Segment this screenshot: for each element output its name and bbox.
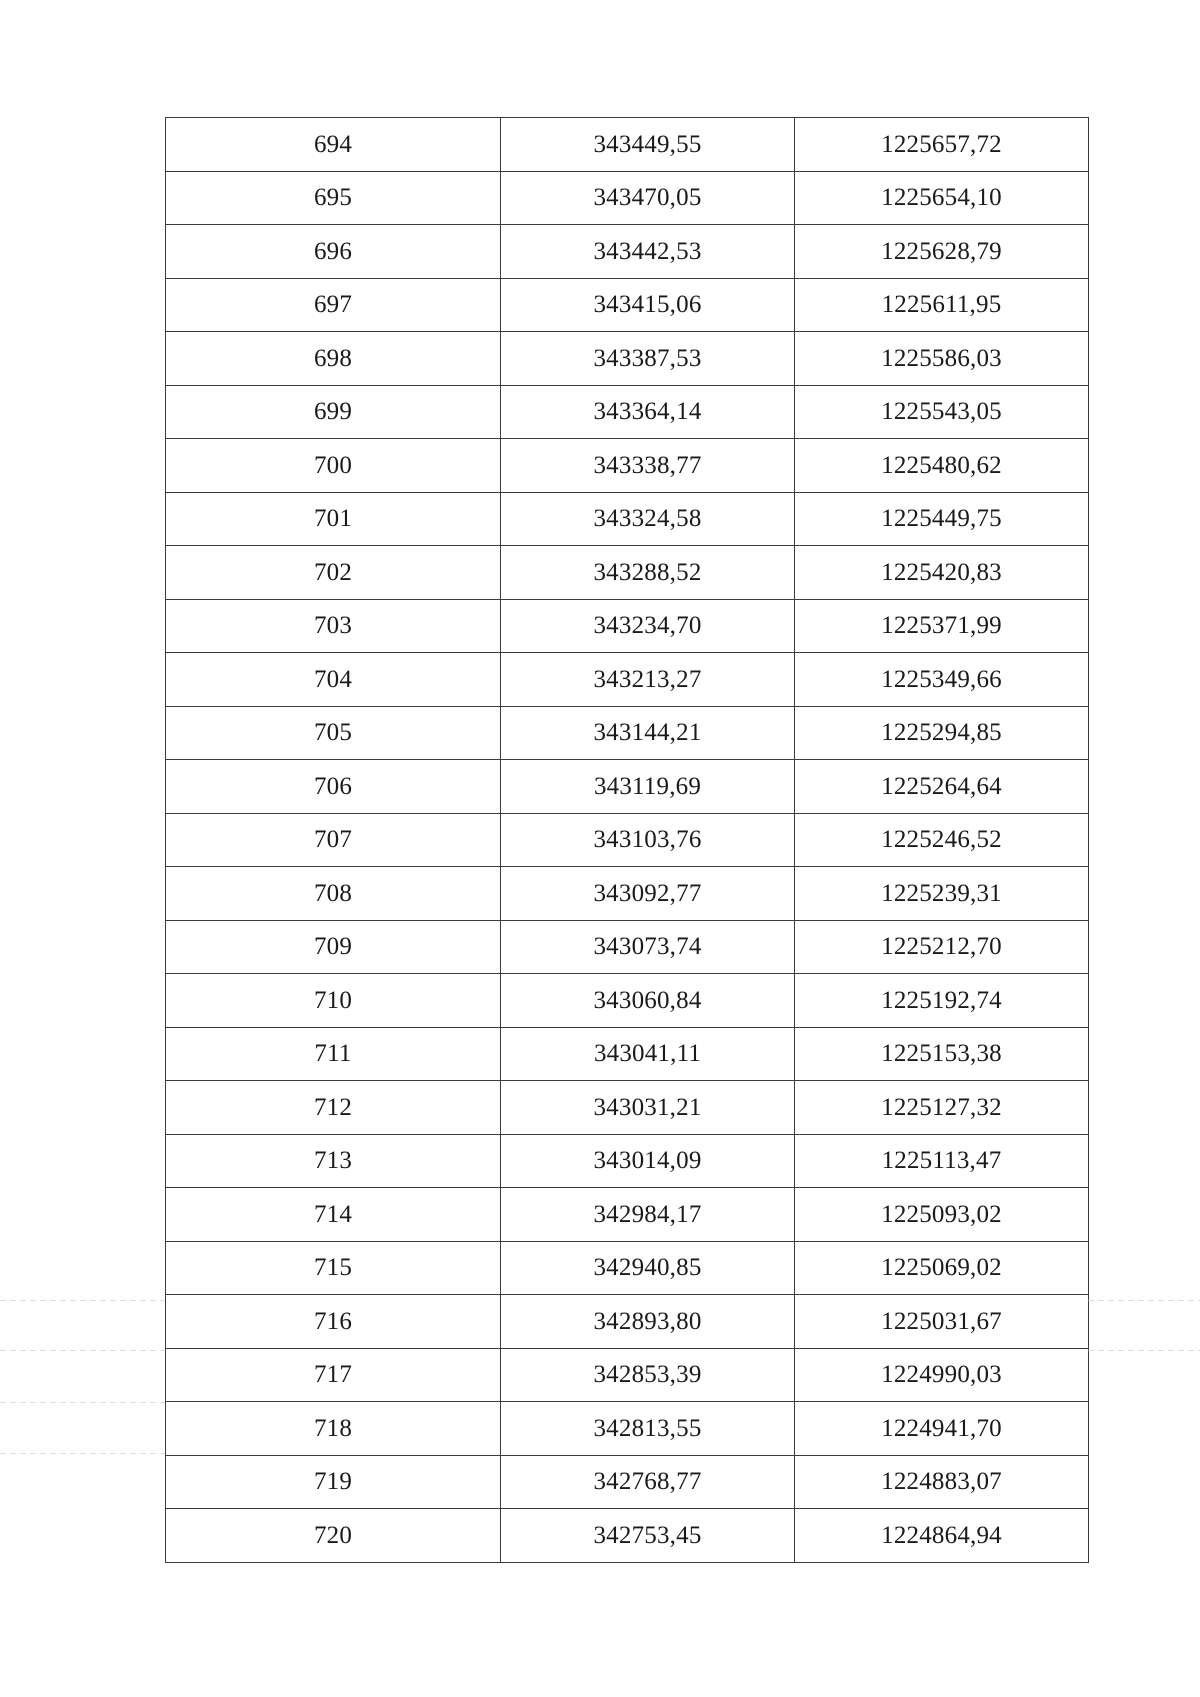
table-row xyxy=(166,867,1089,921)
x-coordinate-cell: 343092,77 xyxy=(501,867,795,921)
table-row xyxy=(166,974,1089,1028)
x-coordinate-cell: 343470,05 xyxy=(501,171,795,225)
x-coordinate-cell: 342940,85 xyxy=(501,1241,795,1295)
table-row xyxy=(166,1402,1089,1456)
x-coordinate-cell: 343073,74 xyxy=(501,920,795,974)
point-number-cell: 699 xyxy=(166,385,501,439)
point-number-cell: 705 xyxy=(166,706,501,760)
point-number-cell: 698 xyxy=(166,332,501,386)
point-number-cell: 717 xyxy=(166,1348,501,1402)
y-coordinate-cell: 1225192,74 xyxy=(795,974,1089,1028)
table-row xyxy=(166,706,1089,760)
x-coordinate-cell: 342984,17 xyxy=(501,1188,795,1242)
point-number-cell: 712 xyxy=(166,1081,501,1135)
point-number-cell: 711 xyxy=(166,1027,501,1081)
point-number-cell: 709 xyxy=(166,920,501,974)
table-row xyxy=(166,1509,1089,1563)
point-number-cell: 716 xyxy=(166,1295,501,1349)
table-row xyxy=(166,332,1089,386)
y-coordinate-cell: 1225611,95 xyxy=(795,278,1089,332)
x-coordinate-cell: 343103,76 xyxy=(501,813,795,867)
x-coordinate-cell: 343213,27 xyxy=(501,653,795,707)
point-number-cell: 714 xyxy=(166,1188,501,1242)
point-number-cell: 710 xyxy=(166,974,501,1028)
scan-bleed-line xyxy=(0,1350,165,1351)
y-coordinate-cell: 1225246,52 xyxy=(795,813,1089,867)
point-number-cell: 706 xyxy=(166,760,501,814)
y-coordinate-cell: 1225480,62 xyxy=(795,439,1089,493)
y-coordinate-cell: 1225654,10 xyxy=(795,171,1089,225)
x-coordinate-cell: 343060,84 xyxy=(501,974,795,1028)
point-number-cell: 713 xyxy=(166,1134,501,1188)
y-coordinate-cell: 1225264,64 xyxy=(795,760,1089,814)
table-row xyxy=(166,439,1089,493)
scan-bleed-line xyxy=(0,1300,165,1301)
point-number-cell: 700 xyxy=(166,439,501,493)
y-coordinate-cell: 1225069,02 xyxy=(795,1241,1089,1295)
point-number-cell: 719 xyxy=(166,1455,501,1509)
point-number-cell: 707 xyxy=(166,813,501,867)
table-row xyxy=(166,385,1089,439)
x-coordinate-cell: 343415,06 xyxy=(501,278,795,332)
x-coordinate-cell: 342893,80 xyxy=(501,1295,795,1349)
x-coordinate-cell: 342753,45 xyxy=(501,1509,795,1563)
y-coordinate-cell: 1225371,99 xyxy=(795,599,1089,653)
table-row xyxy=(166,492,1089,546)
y-coordinate-cell: 1225657,72 xyxy=(795,118,1089,172)
y-coordinate-cell: 1225239,31 xyxy=(795,867,1089,921)
table-row xyxy=(166,760,1089,814)
point-number-cell: 708 xyxy=(166,867,501,921)
table-row xyxy=(166,920,1089,974)
table-row xyxy=(166,1241,1089,1295)
table-row xyxy=(166,1134,1089,1188)
x-coordinate-cell: 342768,77 xyxy=(501,1455,795,1509)
y-coordinate-cell: 1225543,05 xyxy=(795,385,1089,439)
y-coordinate-cell: 1225628,79 xyxy=(795,225,1089,279)
table-row xyxy=(166,1188,1089,1242)
x-coordinate-cell: 343324,58 xyxy=(501,492,795,546)
y-coordinate-cell: 1225449,75 xyxy=(795,492,1089,546)
table-row xyxy=(166,546,1089,600)
table-row xyxy=(166,278,1089,332)
x-coordinate-cell: 343144,21 xyxy=(501,706,795,760)
y-coordinate-cell: 1225113,47 xyxy=(795,1134,1089,1188)
point-number-cell: 720 xyxy=(166,1509,501,1563)
point-number-cell: 695 xyxy=(166,171,501,225)
point-number-cell: 697 xyxy=(166,278,501,332)
point-number-cell: 694 xyxy=(166,118,501,172)
y-coordinate-cell: 1225127,32 xyxy=(795,1081,1089,1135)
point-number-cell: 701 xyxy=(166,492,501,546)
scan-bleed-line xyxy=(0,1402,165,1403)
y-coordinate-cell: 1225153,38 xyxy=(795,1027,1089,1081)
scan-bleed-line xyxy=(1088,1300,1200,1301)
y-coordinate-cell: 1225212,70 xyxy=(795,920,1089,974)
x-coordinate-cell: 343288,52 xyxy=(501,546,795,600)
table-row xyxy=(166,1027,1089,1081)
x-coordinate-cell: 343234,70 xyxy=(501,599,795,653)
x-coordinate-cell: 343031,21 xyxy=(501,1081,795,1135)
table-row xyxy=(166,813,1089,867)
x-coordinate-cell: 343041,11 xyxy=(501,1027,795,1081)
y-coordinate-cell: 1224864,94 xyxy=(795,1509,1089,1563)
x-coordinate-cell: 343338,77 xyxy=(501,439,795,493)
y-coordinate-cell: 1225586,03 xyxy=(795,332,1089,386)
point-number-cell: 715 xyxy=(166,1241,501,1295)
table-row xyxy=(166,171,1089,225)
coordinates-table-body xyxy=(166,118,1089,1563)
x-coordinate-cell: 343387,53 xyxy=(501,332,795,386)
x-coordinate-cell: 343119,69 xyxy=(501,760,795,814)
table-row xyxy=(166,225,1089,279)
point-number-cell: 718 xyxy=(166,1402,501,1456)
y-coordinate-cell: 1224883,07 xyxy=(795,1455,1089,1509)
x-coordinate-cell: 342813,55 xyxy=(501,1402,795,1456)
x-coordinate-cell: 343014,09 xyxy=(501,1134,795,1188)
point-number-cell: 704 xyxy=(166,653,501,707)
coordinates-table xyxy=(165,117,1089,1563)
table-row xyxy=(166,1081,1089,1135)
scan-bleed-line xyxy=(0,1453,165,1454)
scan-bleed-line xyxy=(1088,1350,1200,1351)
table-row xyxy=(166,1295,1089,1349)
point-number-cell: 696 xyxy=(166,225,501,279)
y-coordinate-cell: 1225031,67 xyxy=(795,1295,1089,1349)
y-coordinate-cell: 1225093,02 xyxy=(795,1188,1089,1242)
table-row xyxy=(166,118,1089,172)
table-row xyxy=(166,653,1089,707)
point-number-cell: 702 xyxy=(166,546,501,600)
point-number-cell: 703 xyxy=(166,599,501,653)
y-coordinate-cell: 1225294,85 xyxy=(795,706,1089,760)
x-coordinate-cell: 342853,39 xyxy=(501,1348,795,1402)
y-coordinate-cell: 1225420,83 xyxy=(795,546,1089,600)
table-row xyxy=(166,1455,1089,1509)
y-coordinate-cell: 1225349,66 xyxy=(795,653,1089,707)
y-coordinate-cell: 1224990,03 xyxy=(795,1348,1089,1402)
table-row xyxy=(166,599,1089,653)
x-coordinate-cell: 343364,14 xyxy=(501,385,795,439)
x-coordinate-cell: 343442,53 xyxy=(501,225,795,279)
table-row xyxy=(166,1348,1089,1402)
x-coordinate-cell: 343449,55 xyxy=(501,118,795,172)
y-coordinate-cell: 1224941,70 xyxy=(795,1402,1089,1456)
